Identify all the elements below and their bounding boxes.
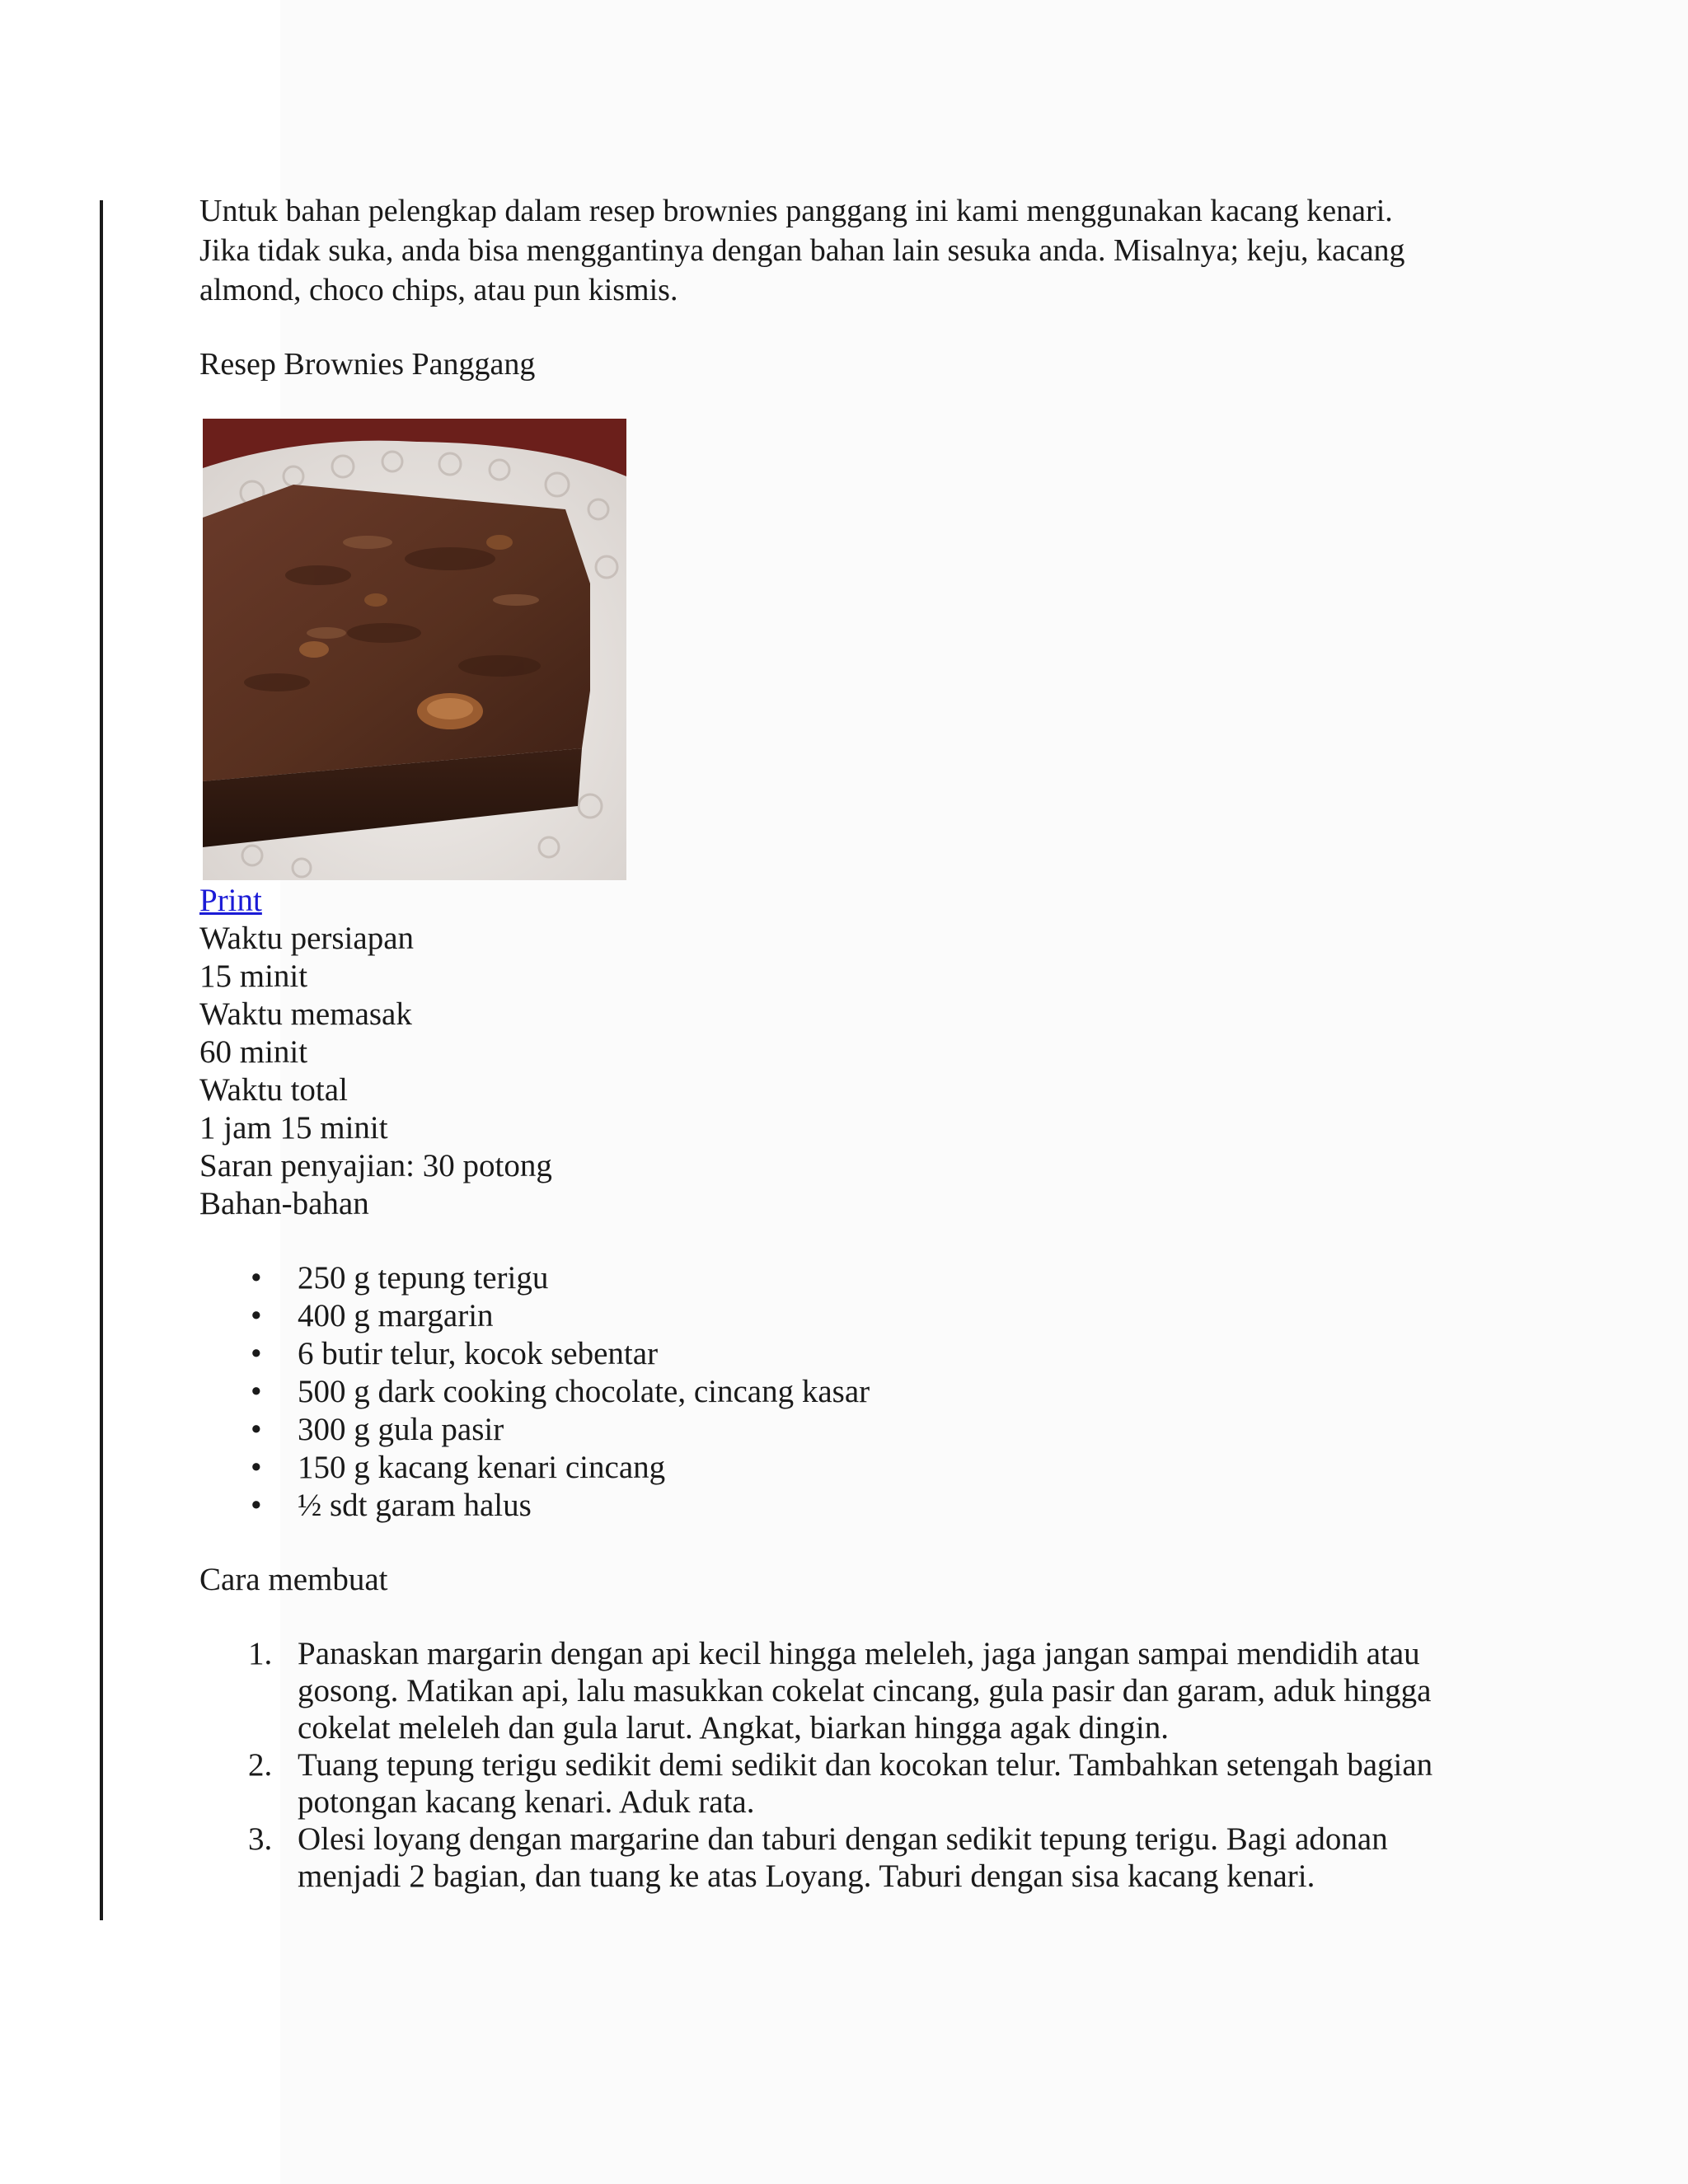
brownie-photo [203,419,626,880]
step-number: 1. [248,1636,273,1671]
step-line: Olesi loyang dengan margarine dan taburi dengan sedikit tepung terigu. Bagi adonan [298,1821,1388,1857]
ingredient-item: • 400 g margarin [199,1297,1485,1335]
ingredients-list [199,1259,1485,1525]
step-number: 3. [248,1821,273,1857]
total-time-value: 1 jam 15 minit [199,1110,388,1146]
intro-line: Untuk bahan pelengkap dalam resep brownies panggang ini kami menggunakan kacang kenari. [199,194,1393,228]
step-line: menjadi 2 bagian, dan tuang ke atas Loyang. Taburi dengan sisa kacang kenari. [298,1858,1315,1894]
ingredient-item: • 150 g kacang kenari cincang [199,1449,1485,1487]
intro-line: almond, choco chips, atau pun kismis. [199,273,678,307]
servings: Saran penyajian: 30 potong [199,1148,552,1183]
intro-line: Jika tidak suka, anda bisa menggantinya dengan bahan lain sesuka anda. Misalnya; keju, kacang [199,233,1405,268]
steps-list [199,1635,1485,1895]
ingredient-item: • 6 butir telur, kocok sebentar [199,1335,1485,1373]
prep-time-label: Waktu persiapan [199,921,415,956]
prep-time-value: 15 minit [199,958,308,994]
document-body [199,191,1485,1895]
step-line: gosong. Matikan api, lalu masukkan cokelat cincang, gula pasir dan garam, aduk hingga [298,1673,1432,1708]
ingredient-item: • ½ sdt garam halus [199,1487,1485,1525]
ingredient-item: • 250 g tepung terigu [199,1259,1485,1297]
cook-time-label: Waktu memasak [199,996,412,1032]
step-item [199,1821,1485,1895]
ingredients-heading: Bahan-bahan [199,1186,369,1221]
step-number: 2. [248,1747,273,1783]
steps-heading: Cara membuat [199,1562,388,1597]
margin-rule [100,200,103,1920]
step-line: cokelat meleleh dan gula larut. Angkat, biarkan hingga agak dingin. [298,1710,1169,1746]
ingredient-item: • 300 g gula pasir [199,1411,1485,1449]
step-item [199,1635,1485,1746]
intro-paragraph [199,191,1485,310]
print-link[interactable]: Print [199,883,262,918]
recipe-meta [199,920,1485,1223]
step-item [199,1746,1485,1821]
step-line: potongan kacang kenari. Aduk rata. [298,1784,755,1820]
step-line: Tuang tepung terigu sedikit demi sedikit dan kocokan telur. Tambahkan setengah bagian [298,1747,1433,1783]
ingredient-item: • 500 g dark cooking chocolate, cincang kasar [199,1373,1485,1411]
recipe-title: Resep Brownies Panggang [199,347,536,382]
total-time-label: Waktu total [199,1072,348,1108]
step-line: Panaskan margarin dengan api kecil hingga meleleh, jaga jangan sampai mendidih atau [298,1636,1420,1671]
cook-time-value: 60 minit [199,1034,308,1070]
